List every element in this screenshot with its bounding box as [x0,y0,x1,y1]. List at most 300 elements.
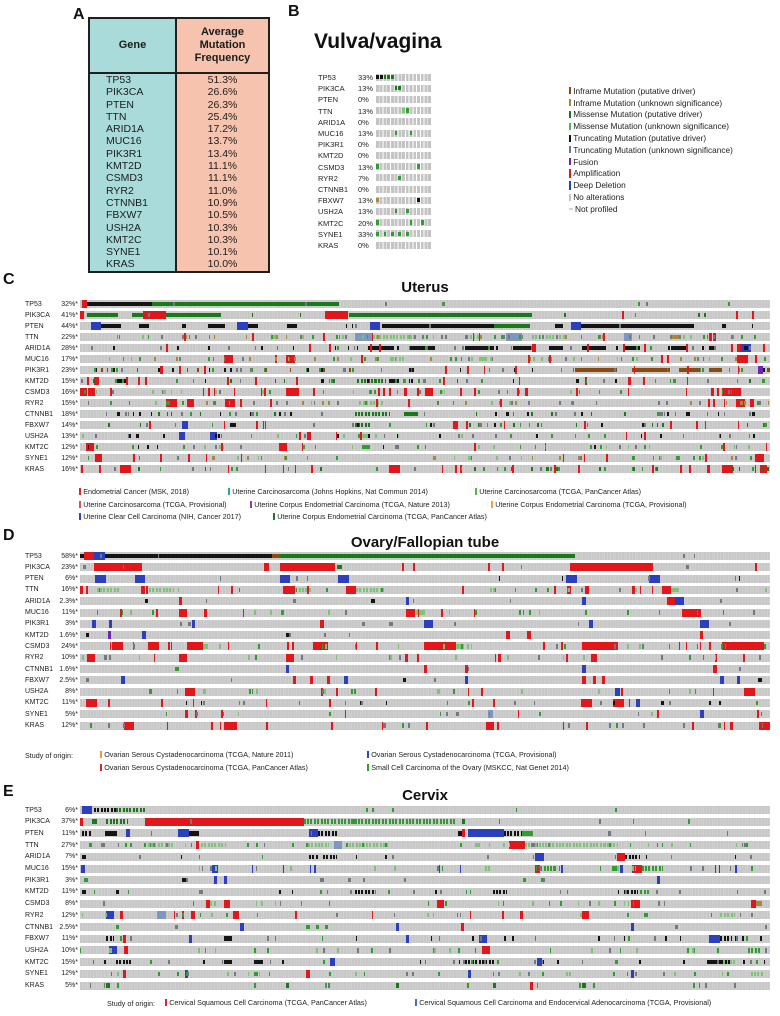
alteration-mark [433,423,434,427]
alteration-mark [115,379,117,383]
alteration-mark [177,346,179,350]
alteration-mark [743,654,745,662]
alteration-mark [365,412,367,416]
legend-color-tick-icon [569,99,571,106]
alteration-mark [719,434,720,438]
alteration-mark [171,390,172,394]
alteration-mark [555,324,563,328]
alteration-mark [535,588,537,592]
alteration-mark [727,936,729,940]
alteration-mark [434,948,436,952]
alteration-mark [325,644,326,648]
alteration-mark [621,357,622,361]
alteration-mark [249,357,251,361]
alteration-mark [556,335,558,339]
alteration-mark [408,399,410,407]
alteration-mark [361,701,363,705]
alteration-mark [683,434,685,438]
study-legend-label: Uterine Carcinosarcoma (TCGA, Provisional) [83,499,227,509]
alteration-mark [521,456,522,460]
frequency-cell: 10.0% [175,258,268,270]
alteration-mark [371,948,373,952]
alteration-mark [637,890,638,894]
alteration-mark [214,901,215,905]
alteration-mark [634,366,635,374]
legend-item-label: Deep Deletion [573,180,626,191]
alteration-mark [177,689,178,693]
alteration-mark [230,423,236,427]
alteration-mark [146,586,148,594]
alteration-mark [442,866,443,870]
alteration-mark [406,108,409,112]
alteration-mark [514,831,516,835]
alteration-mark [425,379,426,383]
alteration-mark [584,454,585,462]
alteration-mark [497,960,499,964]
alteration-mark [662,866,663,870]
alteration-mark [609,843,611,847]
alteration-mark [406,609,416,617]
oncoprint-track [80,311,770,319]
alteration-mark [495,654,496,662]
alteration-mark [370,322,380,330]
alteration-mark [755,454,765,462]
alteration-mark [488,346,490,350]
alteration-mark [371,379,373,383]
alteration-mark [722,324,726,328]
alteration-mark [372,333,373,341]
alteration-mark [228,465,230,473]
gene-cell: CTNNB1 [90,197,175,209]
alteration-mark [299,701,301,705]
alteration-mark [369,390,371,394]
alteration-mark [697,357,699,361]
gene-cell: PTEN [90,99,175,111]
alteration-mark [357,948,359,952]
alteration-mark [736,588,738,592]
alteration-mark [735,855,736,859]
alteration-mark [473,333,474,341]
alteration-mark [392,808,394,812]
alteration-mark [258,456,260,460]
alteration-mark [738,366,739,374]
alteration-mark [81,379,83,383]
column-header-gene: Gene [90,19,175,72]
alteration-mark [101,808,103,812]
alteration-mark [372,808,374,812]
alteration-mark [406,232,409,236]
alteration-mark [628,936,630,940]
alteration-mark [722,972,723,976]
alteration-mark [709,357,711,361]
alteration-mark [376,164,379,168]
alteration-mark [142,335,144,339]
alteration-mark [750,855,751,859]
pct-label: 13%* [61,432,78,440]
alteration-mark [462,586,464,594]
alteration-mark [624,936,625,940]
alteration-mark [106,936,108,940]
alteration-mark [470,890,471,894]
alteration-mark [520,911,522,919]
alteration-mark [149,588,151,592]
alteration-mark [189,335,191,339]
alteration-mark [750,456,752,460]
alteration-mark [764,960,765,964]
alteration-mark [620,865,623,873]
alteration-mark [429,819,431,823]
alteration-mark [475,610,477,614]
study-of-origin-label: Study of origin: [25,751,73,760]
alteration-mark [475,948,477,952]
alteration-mark [113,324,115,328]
alteration-mark [87,302,153,306]
alteration-mark [240,445,242,449]
alteration-mark [361,423,363,427]
alteration-mark [91,346,93,350]
alteration-mark [587,423,588,427]
alteration-mark [465,676,468,684]
alteration-mark [554,586,555,594]
alteration-mark [380,75,383,79]
alteration-mark [632,357,634,361]
alteration-mark [290,866,292,870]
alteration-mark [628,377,630,385]
alteration-mark [127,819,128,823]
alteration-mark [327,819,329,823]
alteration-mark [328,843,329,847]
alteration-mark [501,335,503,339]
alteration-mark [663,972,665,976]
alteration-mark [209,368,210,372]
alteration-mark [364,972,366,976]
alteration-mark [248,972,250,976]
alteration-mark [758,948,760,952]
alteration-mark [231,586,233,594]
alteration-mark [325,311,348,319]
alteration-mark [404,412,418,416]
pct-label: 13% [358,196,374,206]
alteration-mark [402,563,403,571]
alteration-mark [305,302,306,306]
alteration-mark [613,701,615,705]
alteration-mark [437,866,439,870]
alteration-mark [309,855,311,859]
alteration-mark [133,412,134,416]
alteration-mark [529,423,530,427]
alteration-mark [138,377,140,385]
alteration-mark [747,423,749,427]
alteration-mark [110,388,112,396]
alteration-mark [563,655,565,659]
pct-label: 13% [358,207,374,217]
alteration-mark [212,456,214,460]
alteration-mark [330,855,332,859]
table-row [90,135,268,147]
pct-label: 32%* [61,300,78,308]
legend-color-tick-icon [415,999,417,1006]
alteration-mark [542,335,544,339]
alteration-mark [709,642,711,650]
alteration-mark [337,434,339,438]
alteration-mark [579,843,581,847]
alteration-mark [709,368,721,372]
alteration-mark [317,819,319,823]
oncoprint-track [80,710,770,718]
alteration-mark [424,412,425,416]
alteration-mark [569,972,571,976]
alteration-mark [389,379,399,383]
alteration-mark [113,346,115,350]
alteration-mark [224,421,226,429]
alteration-mark [730,866,731,870]
alteration-mark [365,819,367,823]
alteration-mark [418,379,419,383]
alteration-mark [179,366,181,374]
alteration-mark [316,925,319,929]
gene-label: KMT2D [25,631,49,639]
alteration-mark [578,901,579,905]
alteration-mark [757,972,759,976]
alteration-mark [357,423,359,427]
alteration-mark [551,434,553,438]
alteration-mark [570,346,572,350]
alteration-mark [409,335,410,339]
oncoprint-track [376,163,432,170]
alteration-mark [255,655,256,659]
alteration-mark [499,819,500,823]
alteration-mark [614,936,615,940]
alteration-mark [758,366,764,374]
alteration-mark [670,335,672,339]
alteration-mark [306,368,307,372]
alteration-mark [197,368,199,372]
alteration-mark [175,667,178,671]
alteration-mark [442,302,444,306]
alteration-mark [231,467,233,471]
alteration-mark [262,855,263,859]
alteration-mark [345,335,347,339]
alteration-mark [537,423,539,427]
alteration-mark [661,655,663,659]
alteration-mark [519,377,520,385]
alteration-mark [374,866,375,870]
alteration-mark [534,960,536,964]
alteration-mark [565,357,567,361]
alteration-mark [584,421,586,429]
alteration-mark [373,588,375,592]
alteration-mark [630,843,631,847]
alteration-mark [160,467,161,471]
alteration-mark [671,588,679,592]
oncoprint-track [80,688,770,696]
alteration-mark [214,843,216,847]
alteration-mark [179,654,187,662]
alteration-mark [113,936,114,940]
alteration-mark [321,412,322,416]
alteration-mark [705,421,706,429]
alteration-mark [616,346,618,350]
alteration-mark [559,866,560,870]
alteration-mark [600,335,601,339]
gene-label: CSMD3 [25,388,50,396]
alteration-mark [355,972,357,976]
alteration-mark [441,609,443,617]
alteration-mark [689,465,691,473]
alteration-mark [389,423,391,427]
alteration-mark [588,434,590,438]
alteration-mark [614,368,616,372]
alteration-mark [229,401,230,405]
pct-label: 8%* [65,900,78,908]
alteration-mark [549,355,551,363]
alteration-mark [457,913,458,917]
alteration-mark [166,344,168,352]
alteration-mark [686,344,688,352]
alteration-mark [167,412,168,416]
alteration-mark [107,808,109,812]
alteration-mark [116,925,119,929]
alteration-mark [145,818,304,826]
legend-item [569,85,733,97]
alteration-mark [652,866,654,870]
alteration-mark [323,948,325,952]
alteration-mark [322,936,323,940]
alteration-mark [548,843,550,847]
alteration-mark [124,379,125,383]
alteration-mark [415,610,425,614]
alteration-mark [638,302,640,306]
alteration-mark [205,948,206,952]
alteration-mark [550,948,551,952]
alteration-mark [176,913,178,917]
alteration-mark [539,610,541,614]
pct-label: 0% [358,241,369,250]
alteration-mark [591,346,593,350]
alteration-mark [528,972,530,976]
alteration-mark [615,855,617,859]
alteration-mark [361,379,363,383]
alteration-mark [493,972,494,976]
alteration-mark [224,960,232,964]
alteration-mark [324,689,326,693]
alteration-mark [517,388,519,396]
alteration-mark [575,434,576,438]
alteration-mark [143,311,166,319]
study-legend-label: Endometrial Cancer (MSK, 2018) [83,487,190,496]
alteration-mark [199,866,200,870]
gene-label: KMT2C [318,218,344,228]
oncoprint-track [376,219,432,226]
alteration-mark [583,843,585,847]
alteration-mark [196,712,197,716]
alteration-mark [549,901,550,905]
alteration-mark [117,368,118,372]
alteration-mark [433,819,435,823]
alteration-mark [181,855,182,859]
gene-label: KRAS [25,982,45,989]
alteration-mark [116,890,119,894]
alteration-mark [561,865,563,873]
alteration-mark [106,819,108,823]
oncoprint-track [80,575,770,583]
legend-item [569,97,733,109]
alteration-mark [399,655,401,659]
alteration-mark [349,633,350,637]
alteration-mark [713,665,716,673]
alteration-mark [648,866,650,870]
alteration-mark [617,853,625,861]
alteration-mark [560,901,562,905]
alteration-mark [687,366,689,374]
alteration-mark [376,588,378,592]
alteration-mark [498,901,499,905]
alteration-mark [642,644,644,648]
alteration-mark [80,586,83,594]
alteration-mark [80,818,83,826]
alteration-mark [465,401,467,405]
oncoprint-track [80,665,770,673]
legend-color-tick-icon [569,111,571,118]
alteration-mark [177,456,179,460]
alteration-mark [631,890,633,894]
alteration-mark [145,377,147,385]
alteration-mark [446,819,448,823]
alteration-mark [283,586,295,594]
alteration-mark [489,960,491,964]
alteration-mark [336,335,337,339]
oncoprint-track [80,722,770,730]
alteration-mark [234,388,235,396]
alteration-mark [333,379,335,383]
alteration-mark [288,467,290,471]
alteration-mark [396,335,398,339]
alteration-mark [234,972,236,976]
alteration-mark [741,368,743,372]
alteration-mark [690,843,691,847]
study-legend-item [79,500,227,509]
alteration-mark [483,467,485,471]
alteration-mark [744,401,746,405]
alteration-mark [132,445,133,449]
legend-color-tick-icon [569,158,571,165]
alteration-mark [354,346,355,350]
alteration-mark [214,388,216,396]
alteration-mark [468,960,470,964]
alteration-mark [355,324,357,328]
gene-label: FBXW7 [25,935,50,943]
alteration-mark [586,843,588,847]
alteration-mark [333,357,335,361]
alteration-mark [739,576,741,580]
alteration-mark [336,855,337,859]
table-row [90,148,268,160]
alteration-mark [662,423,664,427]
alteration-mark [707,412,708,416]
alteration-mark [103,843,105,847]
gene-frequency-table [88,17,270,273]
alteration-mark [379,335,381,339]
panel-b-title: Vulva/vagina [314,30,442,53]
alteration-mark [294,357,296,361]
alteration-mark [433,913,434,917]
alteration-mark [188,622,190,626]
alteration-mark [648,843,650,847]
pct-label: 5%* [65,982,78,989]
alteration-mark [411,379,413,383]
alteration-mark [749,412,751,416]
oncoprint-track [80,355,770,363]
